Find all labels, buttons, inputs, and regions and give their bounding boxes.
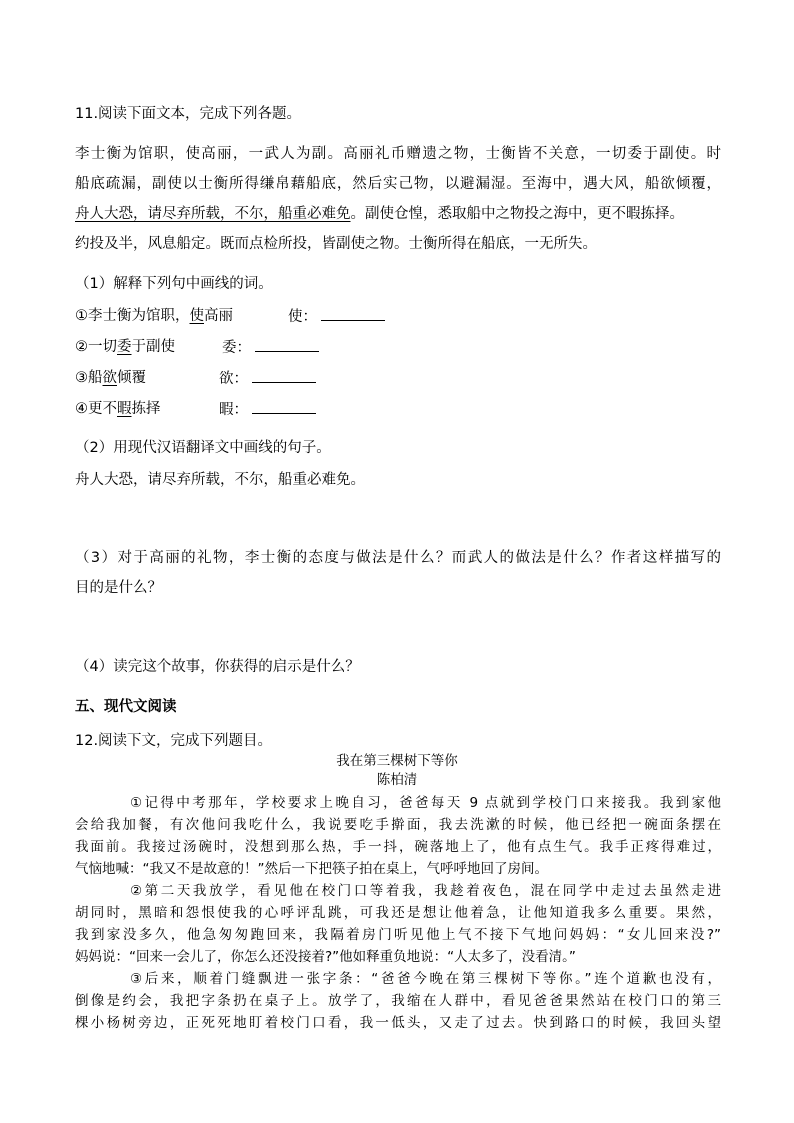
underlined-sentence: 舟人大恐，请尽弃所载，不尔，船重必难免: [75, 206, 351, 222]
item-text: 一切: [88, 339, 117, 355]
item-text: 高丽: [204, 308, 233, 324]
sub-question-3-line-1: （3）对于高丽的礼物，李士衡的态度与做法是什么？而武人的做法是什么？作者这样描写的: [75, 550, 721, 566]
sub-question-3-line-2: 目的是什么？: [75, 580, 162, 596]
answer-blank[interactable]: [321, 306, 385, 321]
article-line: 妈妈说：“回来一会儿了，你怎么还没接着?”他如释重负地说：“人太多了，没看清。”: [75, 949, 576, 965]
answer-label: 暇：: [219, 402, 248, 418]
vocab-answer-4: [219, 399, 316, 420]
vocab-answer-3: [219, 368, 316, 389]
article-line: 倒像是约会，我把字条扔在桌子上。放学了，我缩在人群中，看见爸爸果然站在校门口的第三: [75, 993, 721, 1009]
item-text: 拣择: [131, 401, 161, 417]
item-mark: ②: [75, 339, 88, 355]
article-line: ①记得中考那年，学校要求上晚自习，爸爸每天 9 点就到学校门口来接我。我到家他: [130, 795, 721, 811]
item-text: 更不: [88, 401, 117, 417]
answer-label: 使：: [288, 309, 317, 325]
article-title: 我在第三棵树下等你: [336, 753, 458, 769]
vocab-answer-2: [222, 337, 319, 358]
passage-line-1: 李士衡为馆职，使高丽，一武人为副。高丽礼币赠遗之物，士衡皆不关意，一切委于副使。时: [75, 146, 721, 162]
underlined-word: 委: [117, 339, 132, 355]
article-line: ③后来，顺着门缝飘进一张字条：“爸爸今晚在第三棵树下等你。”连个道歉也没有，: [130, 971, 721, 987]
item-mark: ①: [75, 308, 88, 324]
translation-sentence: 舟人大恐，请尽弃所载，不尔，船重必难免。: [75, 472, 365, 488]
passage-line-4: 约投及半，风息船定。既而点检所投，皆副使之物。士衡所得在船底，一无所失。: [75, 236, 597, 252]
item-mark: ④: [75, 401, 88, 417]
item-mark: ③: [75, 370, 88, 386]
answer-blank[interactable]: [252, 399, 316, 414]
question-11-title: 11.阅读下面文本，完成下列各题。: [75, 106, 302, 122]
article-line: 棵小杨树旁边，正死死地盯着校门口看，我一低头，又走了过去。快到路口的时候，我回头望: [75, 1015, 721, 1031]
vocab-item-2: [75, 337, 175, 357]
sub-question-1-prompt: （1）解释下列句中画线的词。: [75, 276, 273, 292]
vocab-item-3: [75, 368, 146, 388]
vocab-item-1: [75, 306, 233, 326]
passage-line-2: 船底疏漏，副使以士衡所得缣帛藉船底，然后实己物，以避漏湿。至海中，遇大风，船欲倾覆，: [75, 176, 721, 192]
passage-line-3: [75, 204, 684, 224]
article-author: 陈柏清: [376, 772, 418, 788]
item-text: 李士衡为馆职，: [88, 308, 190, 324]
answer-blank[interactable]: [252, 368, 316, 383]
item-text: 船: [88, 370, 103, 386]
item-text: 于副使: [131, 339, 175, 355]
answer-blank[interactable]: [255, 337, 319, 352]
underlined-word: 暇: [117, 401, 132, 417]
passage-line-3-rest: 。副使仓惶，悉取船中之物投之海中，更不暇拣择。: [350, 206, 684, 222]
answer-label: 欲：: [219, 371, 248, 387]
section-heading: 五、现代文阅读: [75, 699, 177, 715]
vocab-item-4: [75, 399, 161, 419]
article-line: 胡同时，黑暗和怨恨使我的心呼评乱跳，可我还是想让他着急，让他知道我多么重要。果然，: [75, 905, 721, 921]
vocab-answer-1: [288, 306, 385, 327]
article-line: 会给我加餐，有次他问我吃什么，我说要吃手擀面，我去洗漱的时候，他已经把一碗面条摆在: [75, 817, 721, 833]
article-line: 气恼地喊：“我又不是故意的！”然后一下把筷子拍在桌上，气呼呼地回了房间。: [75, 861, 548, 877]
item-text: 倾覆: [117, 370, 146, 386]
question-12-title: 12.阅读下文，完成下列题目。: [75, 733, 273, 749]
answer-label: 委：: [222, 340, 251, 356]
article-line: 我面前。我接过汤碗时，没想到那么热，手一抖，碗落地上了，他有点生气。我手正疼得难过，: [75, 839, 721, 855]
underlined-word: 使: [189, 308, 204, 324]
article-line: 我到家没多久，他急匆匆跑回来，我隔着房门听见他上气不接下气地问妈妈：“女儿回来没?”: [75, 927, 721, 943]
underlined-word: 欲: [102, 370, 117, 386]
sub-question-2-prompt: （2）用现代汉语翻译文中画线的句子。: [75, 440, 331, 456]
sub-question-4-prompt: （4）读完这个故事，你获得的启示是什么？: [75, 659, 360, 675]
article-line: ②第二天我放学，看见他在校门口等着我，我趁着夜色，混在同学中走过去虽然走进: [130, 883, 721, 899]
